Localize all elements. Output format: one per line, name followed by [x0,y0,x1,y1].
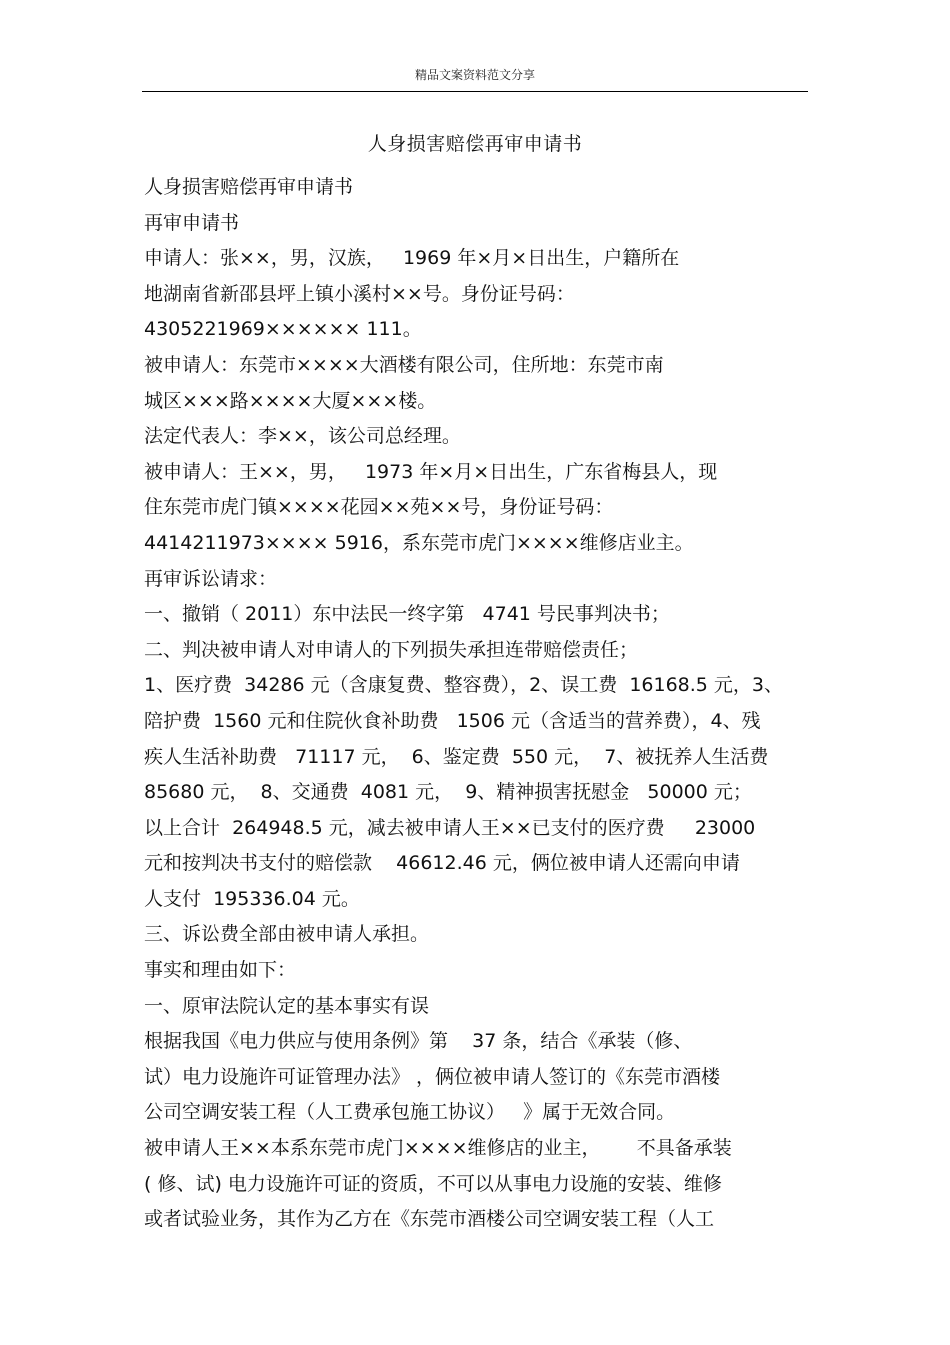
document-body [144,170,814,1238]
body-line: 人身损害赔偿再审申请书 [144,176,354,198]
body-line: 再审诉讼请求： [144,567,278,590]
body-line: 4305221969×××××× 111。 [144,318,422,341]
body-line: 85680 元， 8、交通费 4081 元， 9、精神损害抚慰金 50000 元； [144,781,752,804]
body-line: 被申请人王××本系东莞市虎门××××维修店的业主， 不具备承装 [144,1137,732,1160]
body-line: ( 修、试) 电力设施许可证的资质，不可以从事电力设施的安装、维修 [144,1172,722,1195]
body-line: 4414211973×××× 5916，系东莞市虎门××××维修店业主。 [144,531,694,554]
body-line: 以上合计 264948.5 元，减去被申请人王××已支付的医疗费 23000 [144,816,756,839]
body-line: 三、诉讼费全部由被申请人承担。 [144,923,430,946]
body-line: 疾人生活补助费 71117 元， 6、鉴定费 550 元， 7、被抚养人生活费 [144,745,769,768]
body-line: 元和按判决书支付的赔偿款 46612.46 元，俩位被申请人还需向申请 [144,852,740,875]
body-line: 一、原审法院认定的基本事实有误 [144,994,430,1017]
running-header: 精品文案资料范文分享 [414,68,535,82]
body-line: 试）电力设施许可证管理办法》 ，俩位被申请人签订的《东莞市酒楼 [144,1065,721,1088]
body-line: 被申请人：东莞市××××大酒楼有限公司，住所地：东莞市南 [144,353,664,376]
body-line: 地湖南省新邵县坪上镇小溪村××号。身份证号码： [144,282,575,305]
body-line: 二、判决被申请人对申请人的下列损失承担连带赔偿责任； [144,638,639,661]
body-line: 事实和理由如下： [144,959,297,982]
body-line: 陪护费 1560 元和住院伙食补助费 1506 元（含适当的营养费），4、残 [144,709,761,732]
body-line: 或者试验业务，其作为乙方在《东莞市酒楼公司空调安装工程（人工 [144,1208,715,1231]
body-line: 再审申请书 [144,211,240,234]
body-line: 根据我国《电力供应与使用条例》第 37 条，结合《承装（修、 [144,1030,693,1053]
body-line: 法定代表人：李××，该公司总经理。 [144,425,461,448]
body-line: 申请人：张××，男，汉族， 1969 年×月×日出生，户籍所在 [144,247,680,270]
body-line: 一、撤销（ 2011）东中法民一终字第 4741 号民事判决书； [144,603,670,626]
header-divider [142,91,808,92]
document-title: 人身损害赔偿再审申请书 [367,133,583,155]
body-line: 被申请人：王××，男， 1973 年×月×日出生，广东省梅县人，现 [144,460,718,483]
body-line: 公司空调安装工程（人工费承包施工协议） 》属于无效合同。 [144,1101,676,1124]
body-line: 城区×××路××××大厦×××楼。 [144,389,437,412]
body-line: 1、医疗费 34286 元（含康复费、整容费），2、误工费 16168.5 元，3、 [144,674,784,697]
body-line: 住东莞市虎门镇××××花园××苑××号，身份证号码： [144,496,614,519]
body-line: 人支付 195336.04 元。 [144,887,360,910]
